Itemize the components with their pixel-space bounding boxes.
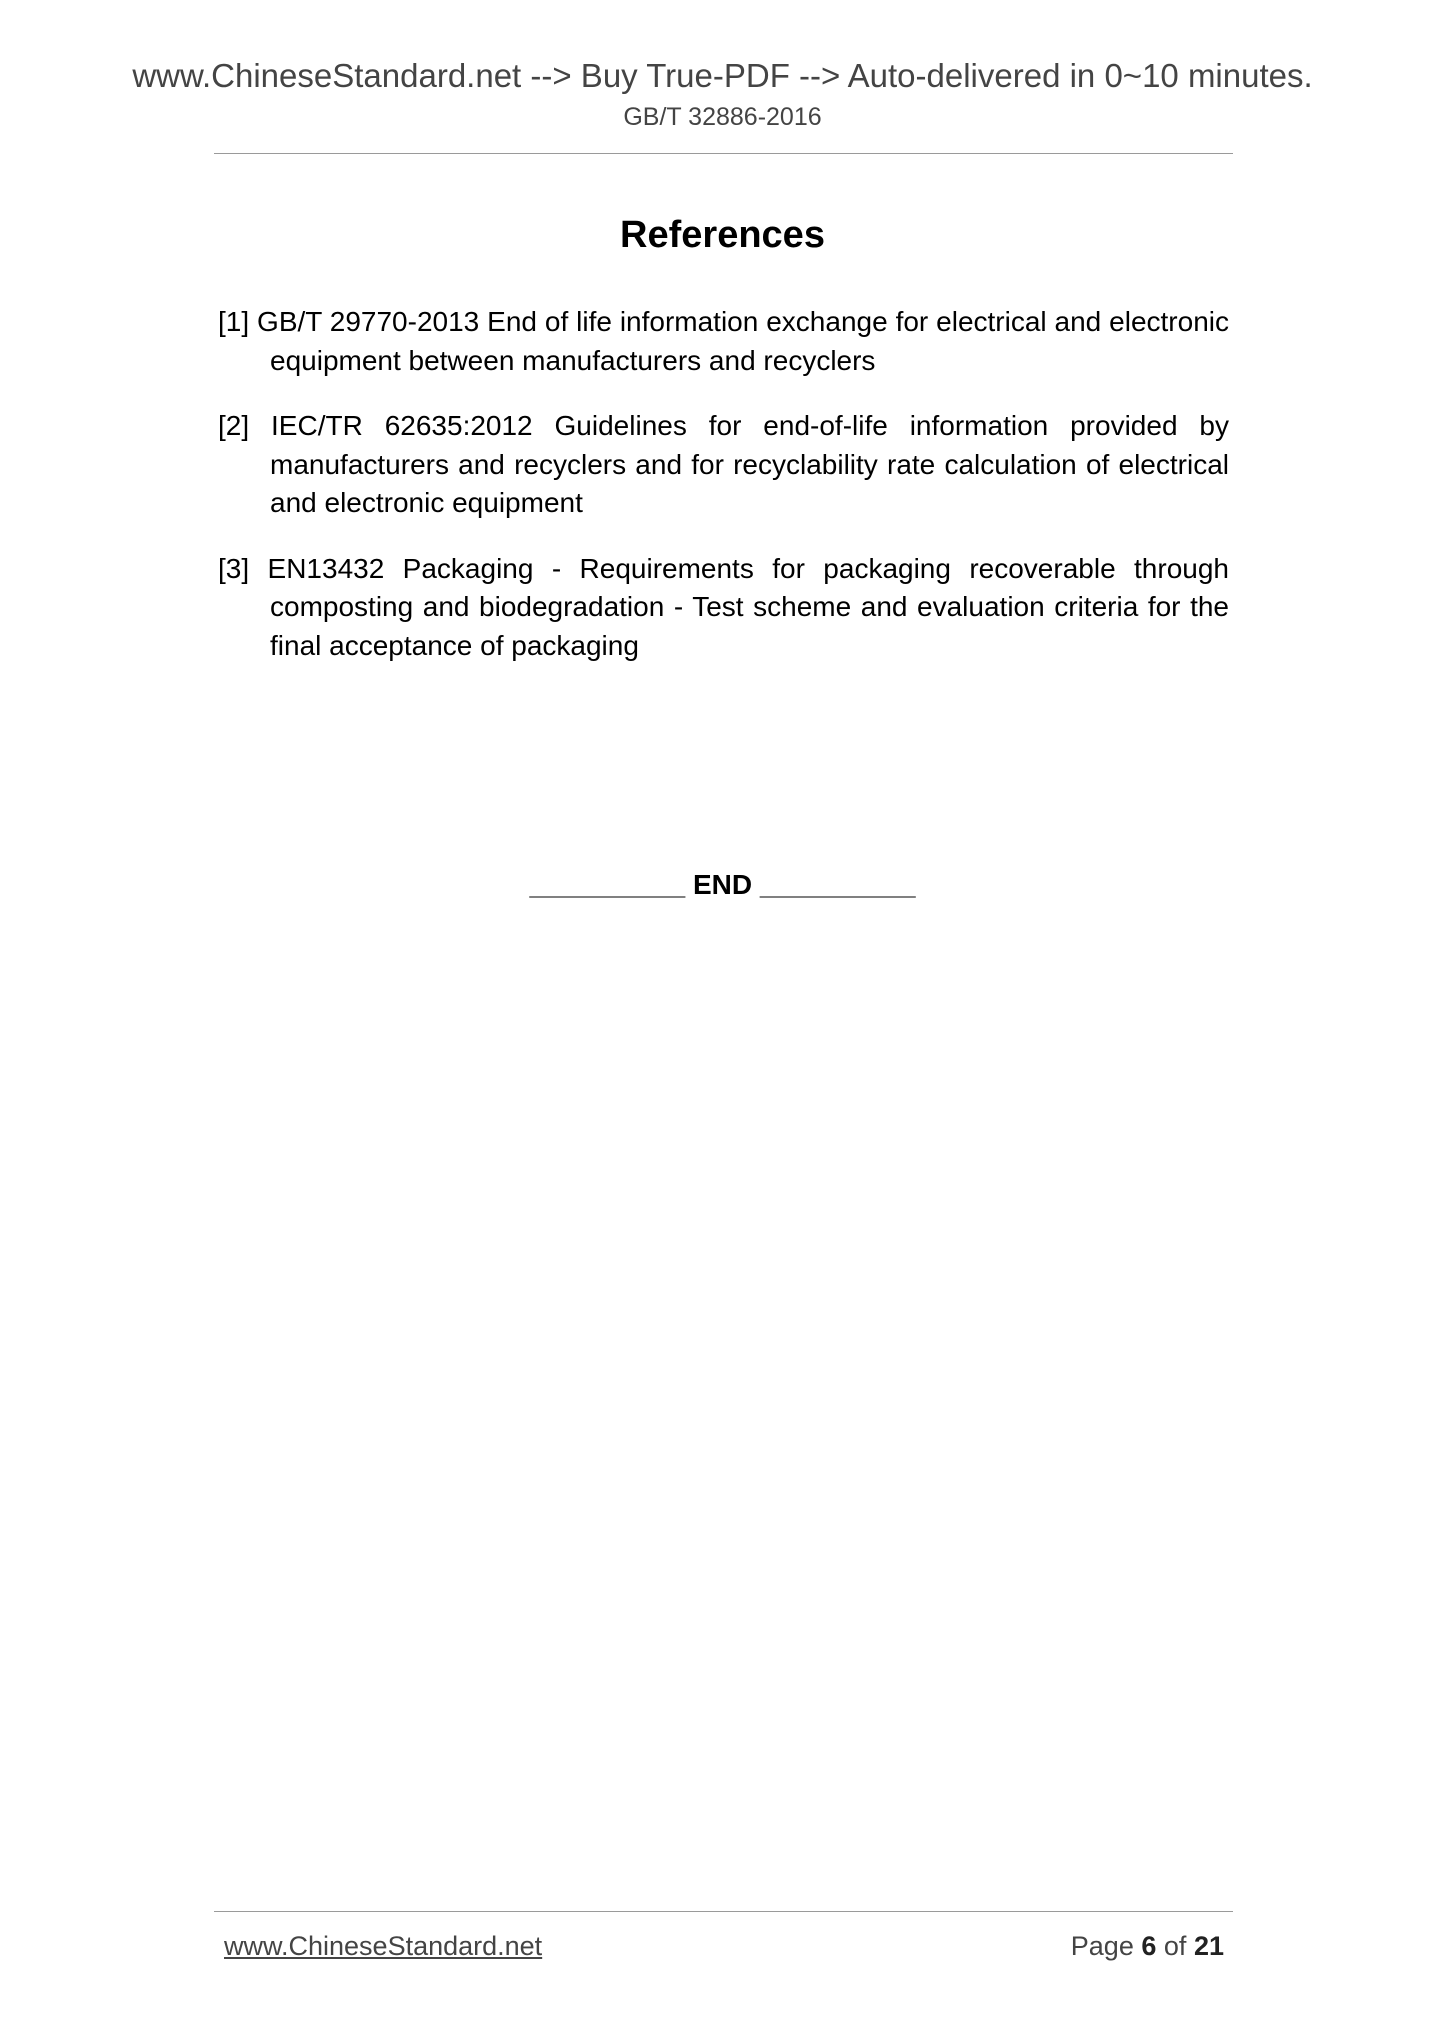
page-prefix: Page [1070, 1931, 1134, 1961]
page-title: References [620, 214, 825, 256]
page-current: 6 [1141, 1931, 1157, 1961]
references-list [218, 303, 1229, 692]
reference-item-2: [2] IEC/TR 62635:2012 Guidelines for end-of-life information provided by manufacturers and recyclers and for recyclability rate calculation of electrical and electronic equipment [218, 410, 1229, 518]
page-indicator [1071, 1929, 1224, 1963]
reference-item-3: [3] EN13432 Packaging - Requirements for packaging recoverable through composting and biodegradation - Test scheme and evaluation criteria for the final acceptance of packaging [218, 552, 1229, 661]
page-total: 21 [1193, 1931, 1224, 1961]
document-number: GB/T 32886-2016 [623, 103, 822, 131]
header-divider [214, 153, 1233, 154]
reference-item-1: [1] GB/T 29770-2013 End of life information exchange for electrical and electronic equipment between manufacturers and recyclers [218, 306, 1229, 376]
end-marker: __________ END __________ [529, 869, 916, 900]
footer-divider [214, 1911, 1233, 1912]
footer-site-link[interactable]: www.ChineseStandard.net [224, 1931, 543, 1961]
header-banner: www.ChineseStandard.net --> Buy True-PDF --> Auto-delivered in 0~10 minutes. [132, 57, 1313, 94]
page-of: of [1163, 1931, 1187, 1961]
